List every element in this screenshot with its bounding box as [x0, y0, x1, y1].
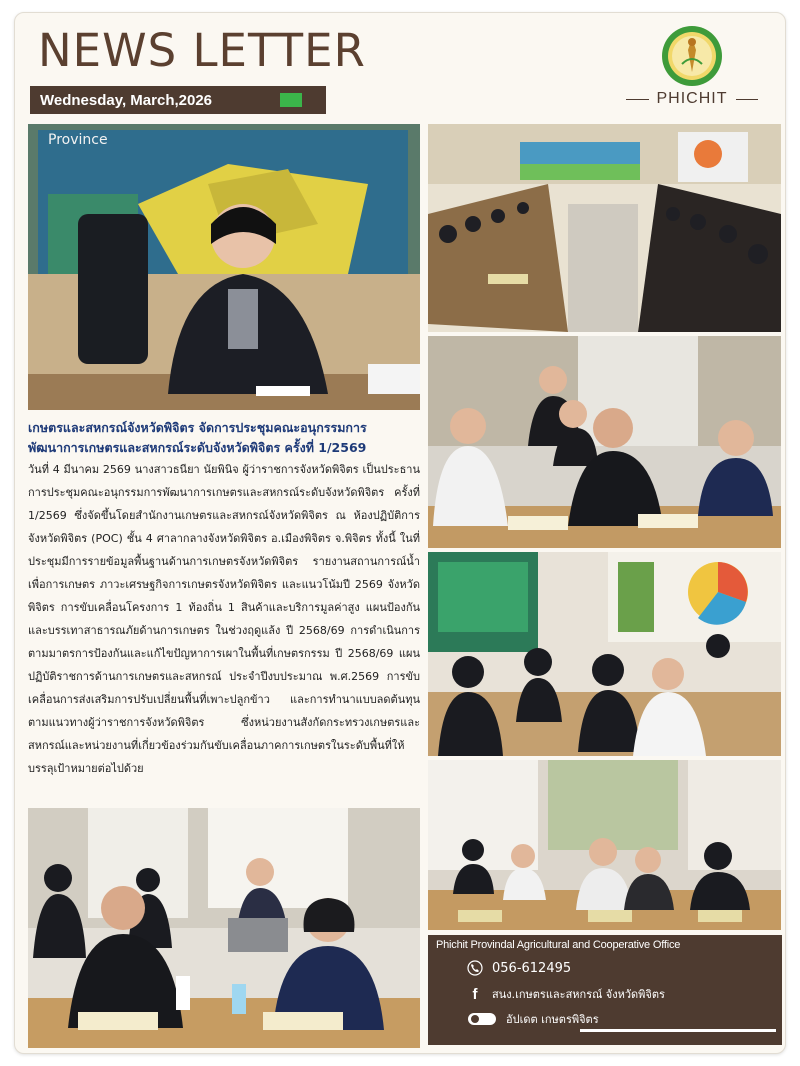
- office-name: Phichit Provindal Agricultural and Cooperative Office: [436, 939, 681, 951]
- bottom-participants-photo: [28, 808, 420, 1048]
- participants-photo-2: [428, 552, 781, 756]
- facebook-row: [466, 985, 665, 1003]
- main-sign-text: Province: [48, 132, 108, 148]
- facebook-icon: f: [472, 985, 478, 1003]
- line-icon: [466, 1010, 498, 1028]
- newsletter-date: Wednesday, March,2026: [40, 91, 213, 109]
- article-headline: เกษตรและสหกรณ์จังหวัดพิจิตร จัดการประชุมคณะอนุกรรมการพัฒนาการเกษตรและสหกรณ์ระดับจังหวัดพิจิตร ครั้งที่ 1/2569: [28, 420, 367, 455]
- facebook-page[interactable]: สนง.เกษตรและสหกรณ์ จังหวัดพิจิตร: [492, 988, 665, 1001]
- participants-photo-3: [428, 760, 781, 930]
- newsletter-title: NEWS LETTER: [38, 24, 366, 77]
- phone-icon: [466, 959, 484, 977]
- province-seal-logo: [660, 24, 724, 88]
- brand-phichit: PHICHIT: [618, 88, 766, 110]
- line-row: [466, 1010, 599, 1028]
- date-bar: [30, 86, 326, 114]
- contact-footer: [428, 935, 782, 1045]
- article-body: วันที่ 4 มีนาคม 2569 นางสาวธนียา นัยพินิจ ผู้ว่าราชการจังหวัดพิจิตร เป็นประธานการประชุมคณะอนุกรรมการพัฒนาการเกษตรและสหกรณ์ระดับจังหวัดพิจิตร ครั้งที่ 1/2569 ซึ่งจัดขึ้นโดยสำนักงานเกษตรและสหกรณ์จังหวัดพิจิตร ณ ห้องปฏิบัติการจังหวัดพิจิตร (POC) ชั้น 4 ศาลากลางจังหวัดพิจิตร อ.เมืองพิจิตร จ.พิจิตร ทั้งนี้ ในที่ประชุมมีการรายข้อมูลพื้นฐานด้านการเกษตรจังหวัดพิจิตร รายงานสถานการณ์น้ำเพื่อการเกษตร ภาวะเศรษฐกิจการเกษตรจังหวัดพิจิตร และแนวโน้มปี 2569 จังหวัดพิจิตร การขับเคลื่อนโครงการ 1 ท้องถิ่น 1 สินค้าและบริการมูลค่าสูง แผนป้องกันและบรรเทาสาธารณภัยด้านการเกษตร ในช่วงฤดูแล้ง ปี 2568/69 การดำเนินการตามมาตรการป้องกันและแก้ไขปัญหาการเผาในพื้นที่เกษตรกรรม ปี 2568/69 แผนปฏิบัติราชการด้านการเกษตรและสหกรณ์ ประจำปีงบประมาณ พ.ศ.2569 การขับเคลื่อนการส่งเสริมการปรับเปลี่ยนพื้นที่เพาะปลูกข้าว และการทำนาแบบลดต้นทุน ตามแนวทางผู้ว่าราชการจังหวัดพิจิตร ซึ่งหน่วยงานสังกัดกระทรวงเกษตรและสหกรณ์และหน่วยงานที่เกี่ยวข้องร่วมกันขับเคลื่อนภาคการเกษตรในระดับพื้นที่ให้บรรลุเป้าหมายต่อไปด้วย: [28, 463, 420, 775]
- line-account[interactable]: อัปเดต เกษตรพิจิตร: [506, 1013, 599, 1026]
- green-marker: [280, 93, 302, 107]
- phone-number[interactable]: 056-612495: [492, 960, 572, 976]
- phone-row: [466, 959, 571, 977]
- footer-underline: [580, 1029, 776, 1032]
- participants-photo-1: [428, 336, 781, 548]
- meeting-room-photo: [428, 124, 781, 332]
- main-photo: [28, 124, 420, 410]
